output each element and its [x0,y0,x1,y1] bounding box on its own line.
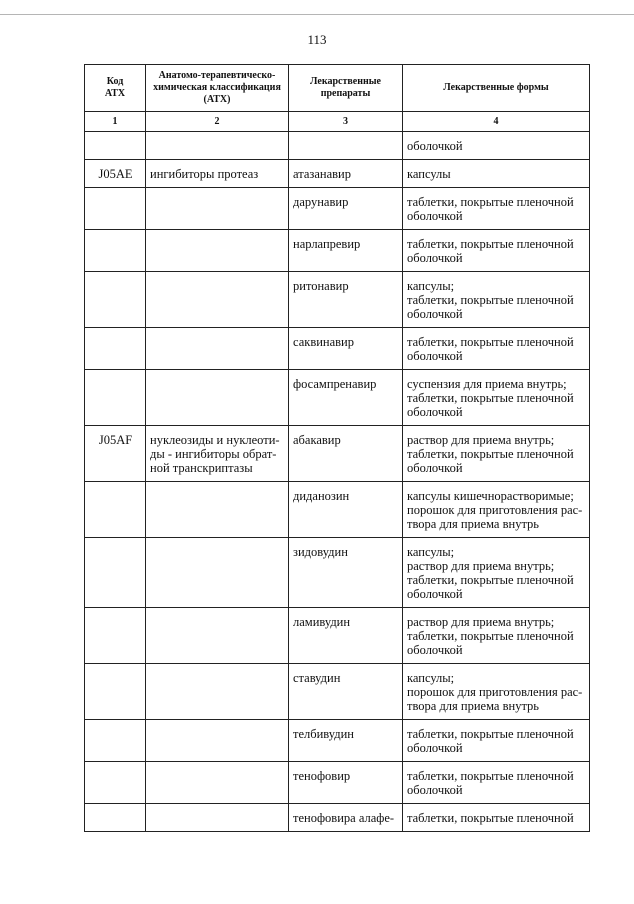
dosage-forms-cell [403,608,590,664]
text-line: раствор для приема внутрь; [407,433,555,447]
drug-name-cell: саквинавир [289,328,403,370]
atc-code-cell [85,482,146,538]
text-line: таблетки, покрытые пленочной [407,811,574,825]
table-row [85,538,590,608]
text-line: оболочкой [407,139,463,153]
text-line: таблетки, покрытые пленочной [407,335,574,349]
dosage-forms-cell [403,132,590,160]
dosage-forms-cell [403,328,590,370]
text-line: твора для приема внутрь [407,517,540,531]
atc-classification-cell [146,230,289,272]
atc-classification-cell [146,188,289,230]
text-line: таблетки, покрытые пленочной [407,237,574,251]
atc-code-cell [85,328,146,370]
text-line: таблетки, покрытые пленочной [407,293,574,307]
text-line: нуклеозиды и нуклеоти- [150,433,280,447]
drug-name-cell: нарлапревир [289,230,403,272]
text-line: таблетки, покрытые пленочной [407,391,574,405]
header-atc-code [85,65,146,112]
dosage-forms-cell [403,720,590,762]
text-line: таблетки, покрытые пленочной [407,769,574,783]
text-line: Анатомо-терапевтическо- [158,70,276,81]
atc-classification-cell [146,160,289,188]
column-number: 3 [289,112,403,132]
atc-code-cell [85,132,146,160]
dosage-forms-cell [403,370,590,426]
atc-code-cell [85,230,146,272]
dosage-forms-cell [403,762,590,804]
text-line: таблетки, покрытые пленочной [407,573,574,587]
atc-code-cell [85,664,146,720]
drug-name-cell: ламивудин [289,608,403,664]
atc-code-cell [85,370,146,426]
dosage-forms-cell [403,426,590,482]
text-line: ингибиторы протеаз [150,167,259,181]
atc-classification-cell [146,608,289,664]
text-line: капсулы кишечнорастворимые; [407,489,574,503]
text-line: (АТХ) [203,94,231,105]
text-line: суспензия для приема внутрь; [407,377,567,391]
drug-name-cell: ставудин [289,664,403,720]
text-line: капсулы; [407,279,455,293]
drug-name-cell: диданозин [289,482,403,538]
atc-classification-cell [146,328,289,370]
table-row [85,132,590,160]
atc-code-cell [85,272,146,328]
table-row [85,426,590,482]
atc-code-cell [85,538,146,608]
drug-name-cell: зидовудин [289,538,403,608]
table-row [85,272,590,328]
drug-name-cell [289,132,403,160]
text-line: раствор для приема внутрь; [407,615,555,629]
atc-drug-table [84,64,590,832]
atc-code-cell [85,608,146,664]
text-line: таблетки, покрытые пленочной [407,447,574,461]
text-line: АТХ [104,88,126,99]
text-line: капсулы [407,167,451,181]
atc-classification-cell [146,370,289,426]
table-row [85,230,590,272]
table-row [85,664,590,720]
table-row [85,160,590,188]
dosage-forms-cell [403,482,590,538]
column-number: 4 [403,112,590,132]
atc-classification-cell [146,426,289,482]
text-line: капсулы; [407,671,455,685]
drug-name-cell: дарунавир [289,188,403,230]
column-number-row [85,112,590,132]
atc-code-cell: J05AE [85,160,146,188]
dosage-forms-cell [403,538,590,608]
drug-name-cell: атазанавир [289,160,403,188]
text-line: таблетки, покрытые пленочной [407,629,574,643]
table-row [85,328,590,370]
atc-classification-cell [146,762,289,804]
page-number: 113 [307,32,327,47]
drug-name-cell: абакавир [289,426,403,482]
text-line: ды - ингибиторы обрат- [150,447,277,461]
dosage-forms-cell [403,188,590,230]
atc-code-cell [85,720,146,762]
scan-edge-line-top [0,14,634,15]
text-line: таблетки, покрытые пленочной [407,727,574,741]
text-line: таблетки, покрытые пленочной [407,195,574,209]
dosage-forms-cell [403,160,590,188]
table-row [85,720,590,762]
table-row [85,608,590,664]
text-line: капсулы; [407,545,455,559]
atc-classification-cell [146,272,289,328]
dosage-forms-cell [403,272,590,328]
text-line: порошок для приготовления рас- [407,503,583,517]
text-line: оболочкой [407,405,463,419]
column-number: 2 [146,112,289,132]
table-row [85,482,590,538]
dosage-forms-cell [403,664,590,720]
atc-classification-cell [146,664,289,720]
atc-classification-cell [146,132,289,160]
atc-classification-cell [146,538,289,608]
header-dosage-forms [403,65,590,112]
table-body [85,132,590,832]
atc-classification-cell [146,720,289,762]
text-line: оболочкой [407,349,463,363]
header-atc-classification [146,65,289,112]
drug-name-cell: тенофовир [289,762,403,804]
text-line: оболочкой [407,209,463,223]
header-drugs [289,65,403,112]
text-line: Лекарственные [310,76,381,87]
text-line: твора для приема внутрь [407,699,540,713]
text-line: оболочкой [407,643,463,657]
atc-classification-cell [146,482,289,538]
drug-name-cell: ритонавир [289,272,403,328]
text-line: порошок для приготовления рас- [407,685,583,699]
text-line: препараты [320,88,371,99]
table-row [85,804,590,832]
atc-code-cell: J05AF [85,426,146,482]
text-line: Код [106,76,124,87]
drug-name-cell: телбивудин [289,720,403,762]
atc-code-cell [85,804,146,832]
table-row [85,762,590,804]
dosage-forms-cell [403,230,590,272]
text-line: оболочкой [407,461,463,475]
text-line: раствор для приема внутрь; [407,559,555,573]
text-line: оболочкой [407,741,463,755]
text-line: Лекарственные формы [443,82,549,93]
column-number: 1 [85,112,146,132]
table-row [85,370,590,426]
text-line: оболочкой [407,783,463,797]
table-header-row [85,65,590,112]
atc-code-cell [85,762,146,804]
text-line: ной транскриптазы [150,461,253,475]
text-line: оболочкой [407,307,463,321]
drug-name-cell: фосампренавир [289,370,403,426]
text-line: химическая классификация [153,82,281,93]
text-line: оболочкой [407,587,463,601]
drug-name-cell: тенофовира алафе- [289,804,403,832]
dosage-forms-cell [403,804,590,832]
text-line: оболочкой [407,251,463,265]
table-row [85,188,590,230]
atc-classification-cell [146,804,289,832]
atc-code-cell [85,188,146,230]
